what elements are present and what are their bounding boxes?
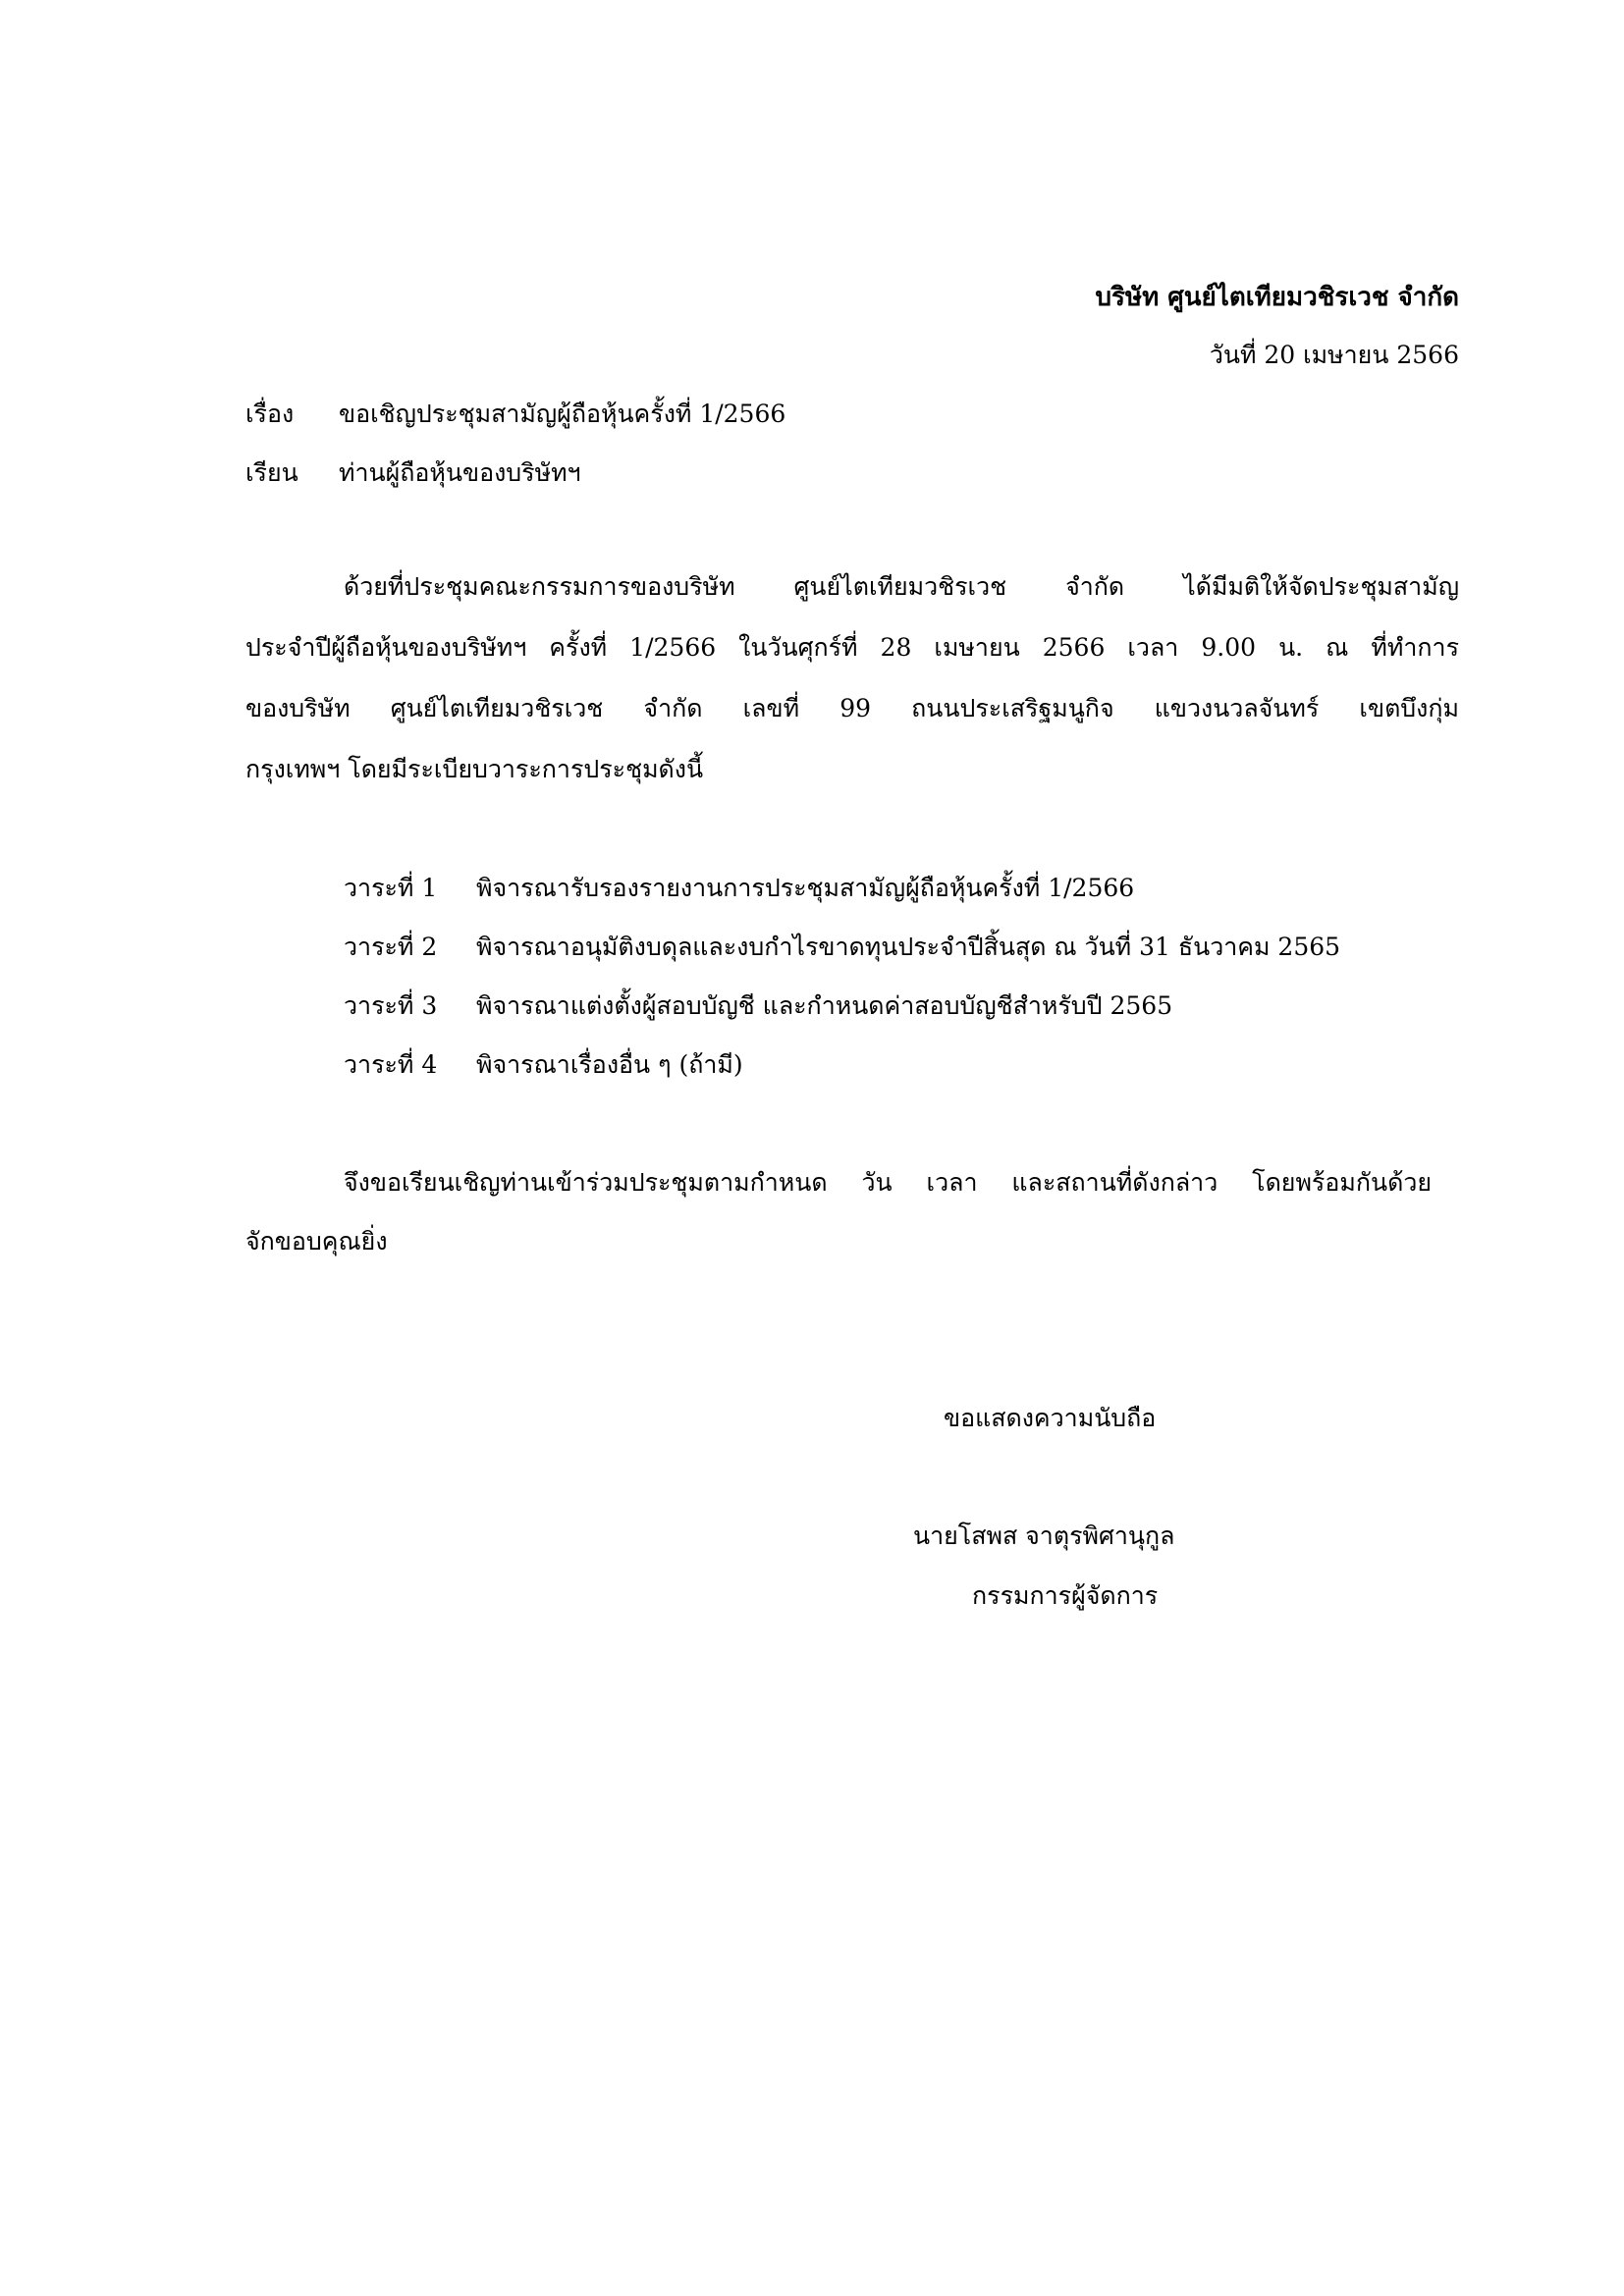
signer-title: กรรมการผู้จัดการ <box>972 1581 1159 1610</box>
agenda-item-text: พิจารณารับรองรายงานการประชุมสามัญผู้ถือหุ้นครั้งที่ 1/2566 <box>476 874 1135 902</box>
agenda-item-text: พิจารณาแต่งตั้งผู้สอบบัญชี และกำหนดค่าสอบบัญชีสำหรับปี 2565 <box>476 991 1173 1020</box>
agenda-item-number: วาระที่ 4 <box>344 1050 438 1079</box>
closing-line: จึงขอเรียนเชิญท่านเข้าร่วมประชุมตามกำหนด วัน เวลา และสถานที่ดังกล่าว โดยพร้อมกันด้วย <box>344 1168 1432 1197</box>
company-name: บริษัท ศูนย์ไตเทียมวชิรเวช จำกัด <box>1095 283 1459 312</box>
body-paragraph-line: ด้วยที่ประชุมคณะกรรมการของบริษัท ศูนย์ไตเทียมวชิรเวช จำกัด ได้มีมติให้จัดประชุมสามัญ <box>344 572 1459 601</box>
signer-name: นายโสพส จาตุรพิศานุกูล <box>913 1522 1175 1550</box>
agenda-item-number: วาระที่ 1 <box>344 874 438 902</box>
body-paragraph-line: ของบริษัท ศูนย์ไตเทียมวชิรเวช จำกัด เลขที่ 99 ถนนประเสริฐมนูกิจ แขวงนวลจันทร์ เขตบึงกุ่ม <box>245 694 1459 722</box>
subject-label: เรื่อง <box>245 400 295 428</box>
agenda-item-text: พิจารณาอนุมัติงบดุลและงบกำไรขาดทุนประจำปีสิ้นสุด ณ วันที่ 31 ธันวาคม 2565 <box>476 933 1341 961</box>
subject-text: ขอเชิญประชุมสามัญผู้ถือหุ้นครั้งที่ 1/2566 <box>339 400 786 428</box>
regards-text: ขอแสดงความนับถือ <box>944 1404 1157 1432</box>
agenda-item-number: วาระที่ 3 <box>344 991 438 1020</box>
letter-date: วันที่ 20 เมษายน 2566 <box>1209 341 1459 369</box>
body-paragraph-line: กรุงเทพฯ โดยมีระเบียบวาระการประชุมดังนี้ <box>245 755 704 783</box>
recipient-label: เรียน <box>245 458 298 487</box>
body-paragraph-line: ประจำปีผู้ถือหุ้นของบริษัทฯ ครั้งที่ 1/2566 ในวันศุกร์ที่ 28 เมษายน 2566 เวลา 9.00 น. ณ ที่ทำการ <box>245 633 1459 662</box>
closing-line: จักขอบคุณยิ่ง <box>245 1227 388 1255</box>
agenda-item-text: พิจารณาเรื่องอื่น ๆ (ถ้ามี) <box>476 1050 743 1079</box>
recipient-text: ท่านผู้ถือหุ้นของบริษัทฯ <box>339 458 581 487</box>
agenda-item-number: วาระที่ 2 <box>344 933 438 961</box>
